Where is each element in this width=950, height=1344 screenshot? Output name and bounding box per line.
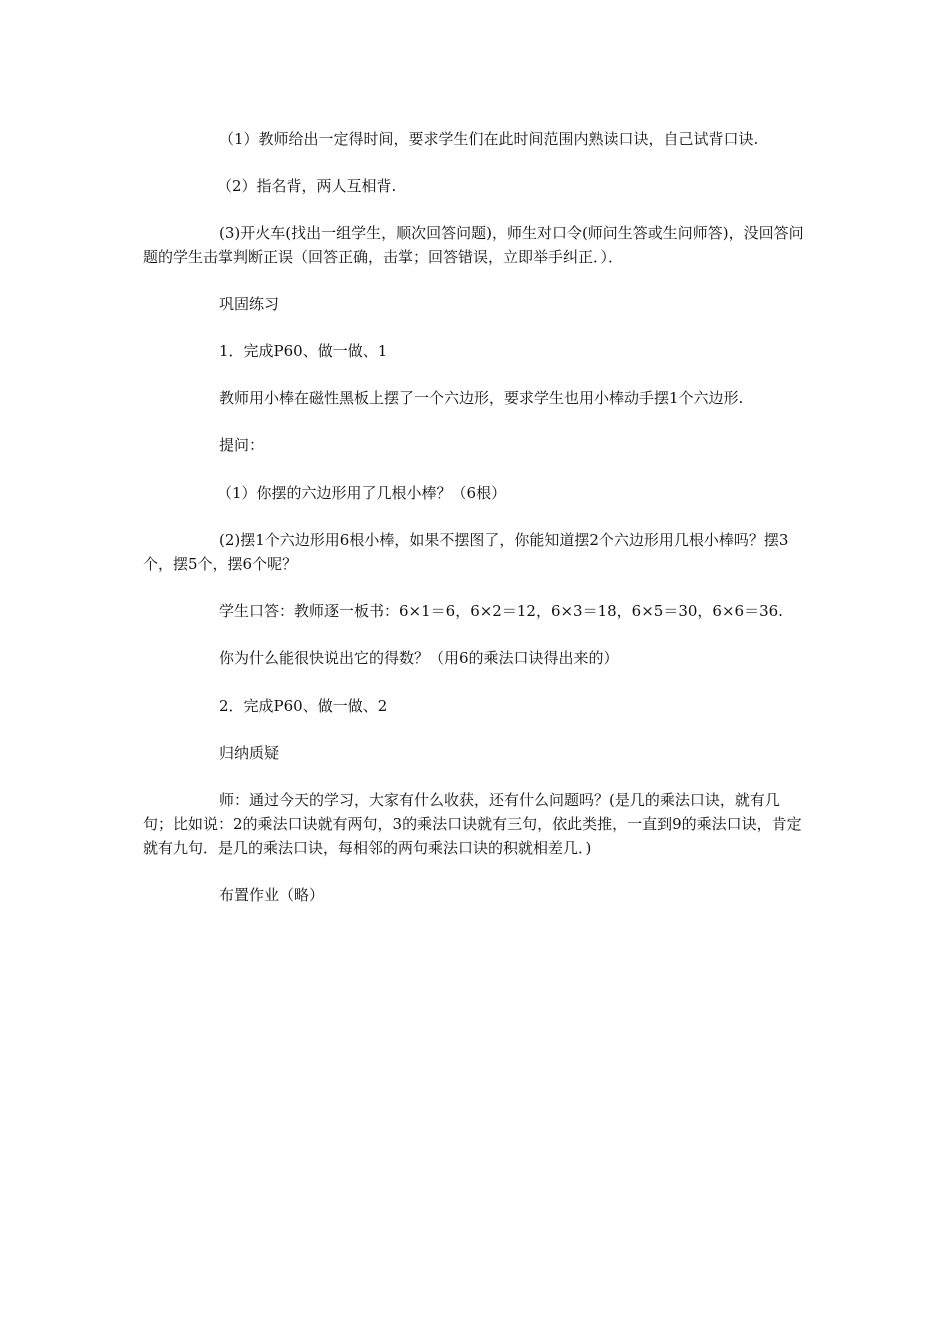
paragraph-exercise-1: 1．完成P60、做一做、1 bbox=[219, 342, 388, 360]
paragraph-exercise-2: 2．完成P60、做一做、2 bbox=[219, 697, 388, 715]
paragraph-why-question: 你为什么能很快说出它的得数？（用6的乘法口诀得出来的） bbox=[219, 649, 619, 667]
paragraph-hexagon-demo: 教师用小棒在磁性黑板上摆了一个六边形，要求学生也用小棒动手摆1个六边形. bbox=[219, 389, 744, 407]
paragraph-homework: 布置作业（略） bbox=[219, 886, 325, 904]
paragraph-question-label: 提问： bbox=[219, 436, 265, 454]
heading-consolidation: 巩固练习 bbox=[219, 295, 280, 313]
paragraph-student-answer: 学生口答：教师逐一板书：6×1＝6，6×2＝12，6×3＝18，6×5＝30，6×6＝36. bbox=[219, 602, 783, 620]
paragraph-recite-pairs: （2）指名背，两人互相背. bbox=[217, 177, 397, 195]
paragraph-teacher-summary: 师：通过今天的学习，大家有什么收获，还有什么问题吗？(是几的乘法口诀，就有几句；比如说：2的乘法口诀就有两句，3的乘法口诀就有三句，依此类推，一直到9的乘法口诀，肯定就有九句．是几的乘法口诀，每相邻的两句乘法口诀的积就相差几．) bbox=[143, 791, 802, 857]
paragraph-recite-intro: （1）教师给出一定得时间，要求学生们在此时间范围内熟读口诀，自己试背口诀. bbox=[219, 130, 759, 148]
paragraph-train-game: (3)开火车(找出一组学生，顺次回答问题)，师生对口令(师问生答或生问师答)，没回答问题的学生击掌判断正误（回答正确，击掌；回答错误，立即举手纠正．）． bbox=[143, 224, 804, 266]
paragraph-question-2: (2)摆1个六边形用6根小棒，如果不摆图了，你能知道摆2个六边形用几根小棒吗？摆3个，摆5个，摆6个呢？ bbox=[143, 531, 789, 573]
paragraph-question-1: （1）你摆的六边形用了几根小棒？（6根） bbox=[217, 484, 507, 502]
heading-summary: 归纳质疑 bbox=[219, 744, 280, 762]
